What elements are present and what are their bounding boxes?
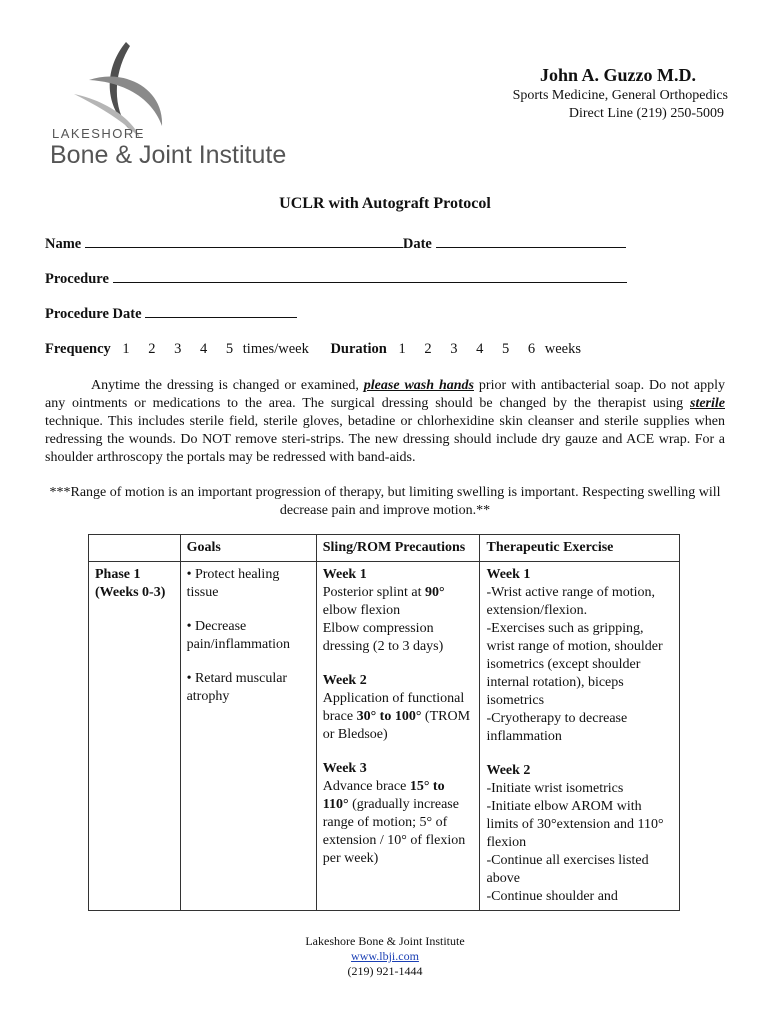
- sling-week1-title: Week 1: [322, 567, 367, 582]
- physician-info: [440, 65, 728, 122]
- sling-week3-title: Week 3: [322, 761, 367, 776]
- duration-option[interactable]: 2: [424, 341, 432, 357]
- physician-name: John A. Guzzo M.D.: [539, 65, 696, 85]
- sling-week2-title: Week 2: [322, 673, 367, 688]
- duration-option[interactable]: 3: [450, 341, 458, 357]
- goal-item: • Retard muscular atrophy: [186, 671, 288, 704]
- procedure-date-row: [45, 305, 297, 323]
- sling-week2-text: (TROM or Bledsoe): [322, 709, 471, 742]
- table-header-sling: Sling/ROM Precautions: [316, 535, 480, 562]
- sling-week3-angle: 15° to 110°: [322, 779, 445, 812]
- exercise-item: -Continue shoulder and: [486, 889, 618, 904]
- page-title: UCLR with Autograft Protocol: [279, 195, 491, 212]
- date-label: Date: [402, 236, 432, 252]
- physician-specialty: Sports Medicine, General Orthopedics: [512, 88, 728, 103]
- date-field[interactable]: [436, 235, 626, 248]
- footer-org: Lakeshore Bone & Joint Institute: [305, 934, 465, 948]
- name-date-row: [45, 235, 626, 253]
- goal-item: • Protect healing tissue: [186, 567, 280, 600]
- duration-option[interactable]: 4: [476, 341, 484, 357]
- footer-phone: (219) 921-1444: [347, 964, 423, 978]
- protocol-table: [88, 534, 680, 911]
- duration-option[interactable]: 5: [501, 341, 510, 357]
- exercise-item: -Initiate wrist isometrics: [486, 781, 624, 796]
- range-of-motion-note: ***Range of motion is an important progression of therapy, but limiting swelling is important. Respecting swelling will decrease pain and improve motion.**: [49, 485, 721, 518]
- dressing-instructions: [45, 377, 725, 467]
- exercise-week1-title: Week 1: [486, 567, 531, 582]
- table-header-goals: Goals: [180, 535, 316, 562]
- sling-week2-text: Application of functional brace: [322, 691, 465, 724]
- exercise-item: -Exercises such as gripping, wrist range of motion, shoulder isometrics (except shoulder internal rotation), biceps isometrics: [486, 621, 663, 708]
- duration-option[interactable]: 6: [527, 341, 536, 357]
- phase-name: Phase 1: [95, 567, 141, 582]
- procedure-field[interactable]: [113, 270, 627, 283]
- page-footer: [0, 934, 770, 979]
- sling-week1-compression: Elbow compression dressing (2 to 3 days): [322, 621, 444, 654]
- sling-week3-text: Advance brace: [322, 779, 410, 794]
- frequency-label: Frequency: [45, 341, 111, 357]
- procedure-row: [45, 270, 627, 288]
- sling-week3-text: (gradually increase range of motion; 5° of extension / 10° of flexion per week): [322, 797, 466, 866]
- logo-line1: LAKESHORE: [52, 126, 145, 141]
- procedure-label: Procedure: [45, 271, 109, 287]
- frequency-option[interactable]: 3: [174, 341, 182, 357]
- instructions-emphasis-wash-hands: please wash hands: [363, 378, 474, 393]
- phase-weeks: (Weeks 0-3): [95, 585, 166, 600]
- instructions-text-1: Anytime the dressing is changed or examined,: [91, 378, 364, 393]
- logo-swoosh-mid-icon: [89, 77, 162, 126]
- footer-website-link[interactable]: www.lbji.com: [351, 949, 419, 963]
- frequency-option[interactable]: 4: [200, 341, 208, 357]
- duration-label: Duration: [330, 341, 387, 357]
- frequency-option[interactable]: 2: [148, 341, 156, 357]
- goal-item: • Decrease pain/inflammation: [186, 619, 290, 652]
- exercise-item: -Wrist active range of motion, extension/flexion.: [486, 585, 656, 618]
- duration-option[interactable]: 1: [398, 341, 406, 357]
- physician-direct-line: Direct Line (219) 250-5009: [568, 106, 724, 121]
- frequency-unit: times/week: [242, 341, 309, 357]
- sling-week2-angle: 30° to 100°: [356, 709, 422, 724]
- logo-line2: Bone & Joint Institute: [50, 141, 287, 169]
- phase-cell: [89, 562, 181, 911]
- name-field[interactable]: [85, 235, 403, 248]
- procedure-date-field[interactable]: [145, 305, 297, 318]
- exercise-cell: [480, 562, 680, 911]
- exercise-week2-title: Week 2: [486, 763, 531, 778]
- procedure-date-label: Procedure Date: [45, 306, 142, 322]
- sling-week1-text: Posterior splint at: [322, 585, 426, 600]
- table-header-exercise: Therapeutic Exercise: [480, 535, 680, 562]
- frequency-option[interactable]: 5: [225, 341, 234, 357]
- instructions-text-2: prior with antibacterial soap. Do not apply any ointments or medications to the area. The surgical dressing should be changed by the therapist using: [45, 378, 725, 411]
- sling-week1-text: elbow flexion: [322, 603, 401, 618]
- sling-week1-angle: 90°: [425, 585, 445, 600]
- exercise-item: -Initiate elbow AROM with limits of 30°extension and 110° flexion: [486, 799, 664, 850]
- sling-cell: [316, 562, 480, 911]
- table-row: [89, 562, 680, 911]
- frequency-duration-row: [45, 341, 581, 358]
- frequency-option[interactable]: 1: [122, 341, 130, 357]
- lakeshore-logo: [44, 38, 334, 173]
- table-header-row: [89, 535, 680, 562]
- instructions-text-3: technique. This includes sterile field, sterile gloves, betadine or chlorhexidine skin cleanser and sterile supplies when redressing the wounds. Do NOT remove steri-strips. The new dressing should include dry gauze and ACE wrap. For a shoulder arthroscopy the portals may be redressed with band-aids.: [45, 414, 725, 465]
- duration-unit: weeks: [544, 341, 581, 357]
- exercise-item: -Cryotherapy to decrease inflammation: [486, 711, 628, 744]
- name-label: Name: [45, 236, 82, 252]
- table-header-phase: [89, 535, 181, 562]
- exercise-item: -Continue all exercises listed above: [486, 853, 649, 886]
- instructions-emphasis-sterile: sterile: [690, 396, 725, 411]
- goals-cell: [180, 562, 316, 911]
